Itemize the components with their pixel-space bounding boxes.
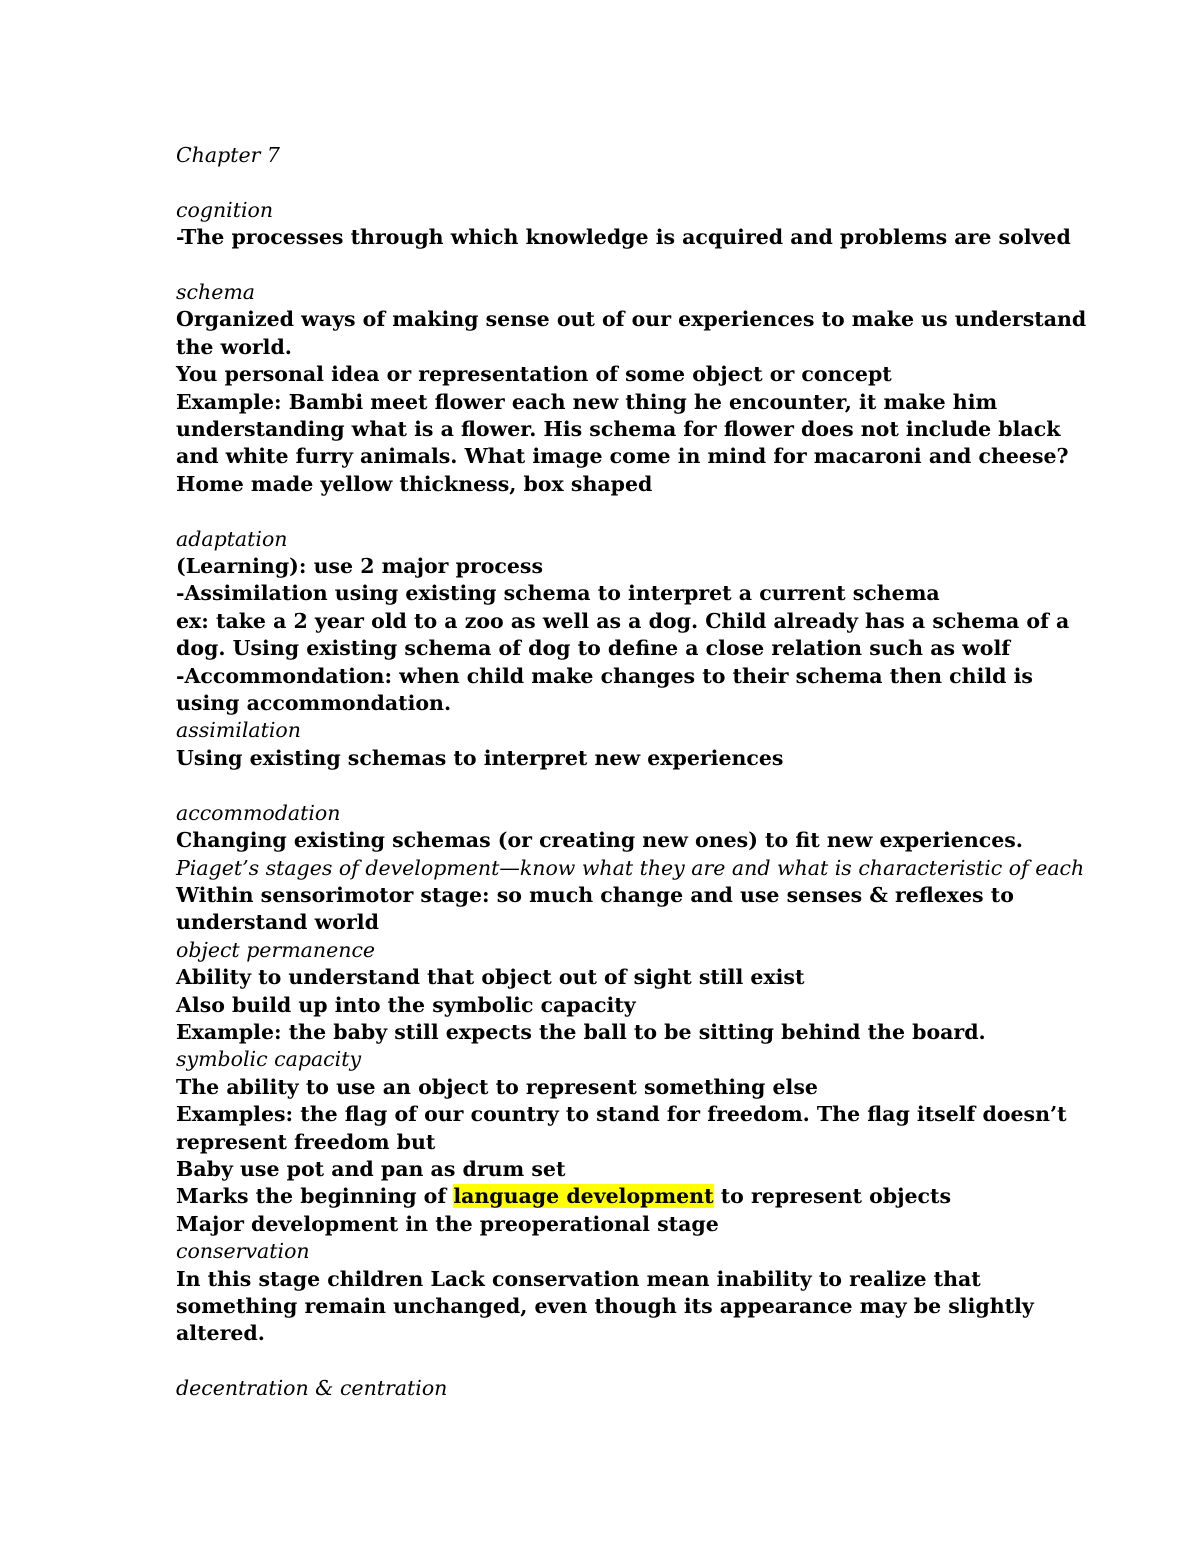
spacer xyxy=(176,169,1056,196)
text-segment: to represent objects xyxy=(713,1184,952,1209)
definition-line: using accommondation. xyxy=(176,691,452,716)
term-conservation: conservation xyxy=(176,1239,310,1264)
definition-line: something remain unchanged, even though its appearance may be slightly xyxy=(176,1294,1034,1318)
definition-line: Changing existing schemas (or creating new ones) to fit new experiences. xyxy=(176,828,1023,853)
definition-line: the world. xyxy=(176,334,292,359)
definition-line: In this stage children Lack conservation mean inability to realize that xyxy=(176,1266,981,1291)
term-schema: schema xyxy=(176,280,255,304)
chapter-title: Chapter 7 xyxy=(176,143,280,167)
document-page xyxy=(176,142,1087,1403)
definition-line: represent freedom but xyxy=(176,1129,436,1154)
definition-line: Major development in the preoperational stage xyxy=(176,1211,719,1236)
term-decentration: decentration & centration xyxy=(176,1376,448,1401)
definition-line: Example: Bambi meet flower each new thing he encounter, it make him xyxy=(176,389,998,414)
definition-line: -Accommondation: when child make changes to their schema then child is xyxy=(176,663,1033,688)
definition-line: Also build up into the symbolic capacity xyxy=(176,992,636,1017)
definition-line: Home made yellow thickness, box shaped xyxy=(176,471,653,496)
spacer xyxy=(176,498,1056,525)
term-assimilation: assimilation xyxy=(176,718,301,743)
definition-line: -Assimilation using existing schema to interpret a current schema xyxy=(176,581,940,606)
definition-line: understanding what is a flower. His schema for flower does not include black xyxy=(176,417,1061,442)
highlighted-text: language development xyxy=(453,1184,714,1209)
term-adaptation: adaptation xyxy=(176,526,288,551)
spacer xyxy=(176,252,1056,279)
definition-line: ex: take a 2 year old to a zoo as well as a dog. Child already has a schema of a xyxy=(176,608,1070,633)
term-cognition: cognition xyxy=(176,197,274,222)
definition-line: Baby use pot and pan as drum set xyxy=(176,1156,566,1181)
definition-line: Example: the baby still expects the ball to be sitting behind the board. xyxy=(176,1019,986,1044)
spacer xyxy=(176,1348,1056,1375)
definition-line: altered. xyxy=(176,1321,265,1346)
term-piaget-stages: Piaget’s stages of development—know what they are and what is characteristic of each xyxy=(176,855,1085,880)
definition-line: Using existing schemas to interpret new experiences xyxy=(176,745,784,770)
definition-line: Ability to understand that object out of sight still exist xyxy=(176,965,805,990)
definition-line: (Learning): use 2 major process xyxy=(176,554,544,579)
term-symbolic-capacity: symbolic capacity xyxy=(176,1047,362,1072)
definition-line: You personal idea or representation of some object or concept xyxy=(176,362,892,387)
definition-line: -The processes through which knowledge is acquired and problems are solved xyxy=(176,225,1071,250)
definition-line: Examples: the flag of our country to stand for freedom. The flag itself doesn’t xyxy=(176,1102,1067,1127)
definition-line: dog. Using existing schema of dog to define a close relation such as wolf xyxy=(176,636,1011,661)
definition-line: Organized ways of making sense out of our experiences to make us understand xyxy=(176,307,1087,332)
definition-line: understand world xyxy=(176,910,379,935)
definition-line: Within sensorimotor stage: so much change and use senses & reflexes to xyxy=(176,882,1014,907)
term-object-permanence: object permanence xyxy=(176,937,376,962)
definition-line-highlighted xyxy=(176,1183,1056,1210)
definition-line: The ability to use an object to represent something else xyxy=(176,1074,818,1099)
definition-line: and white furry animals. What image come in mind for macaroni and cheese? xyxy=(176,444,1069,469)
term-accommodation: accommodation xyxy=(176,800,341,825)
text-segment: Marks the beginning of xyxy=(176,1184,454,1209)
spacer xyxy=(176,772,1056,799)
